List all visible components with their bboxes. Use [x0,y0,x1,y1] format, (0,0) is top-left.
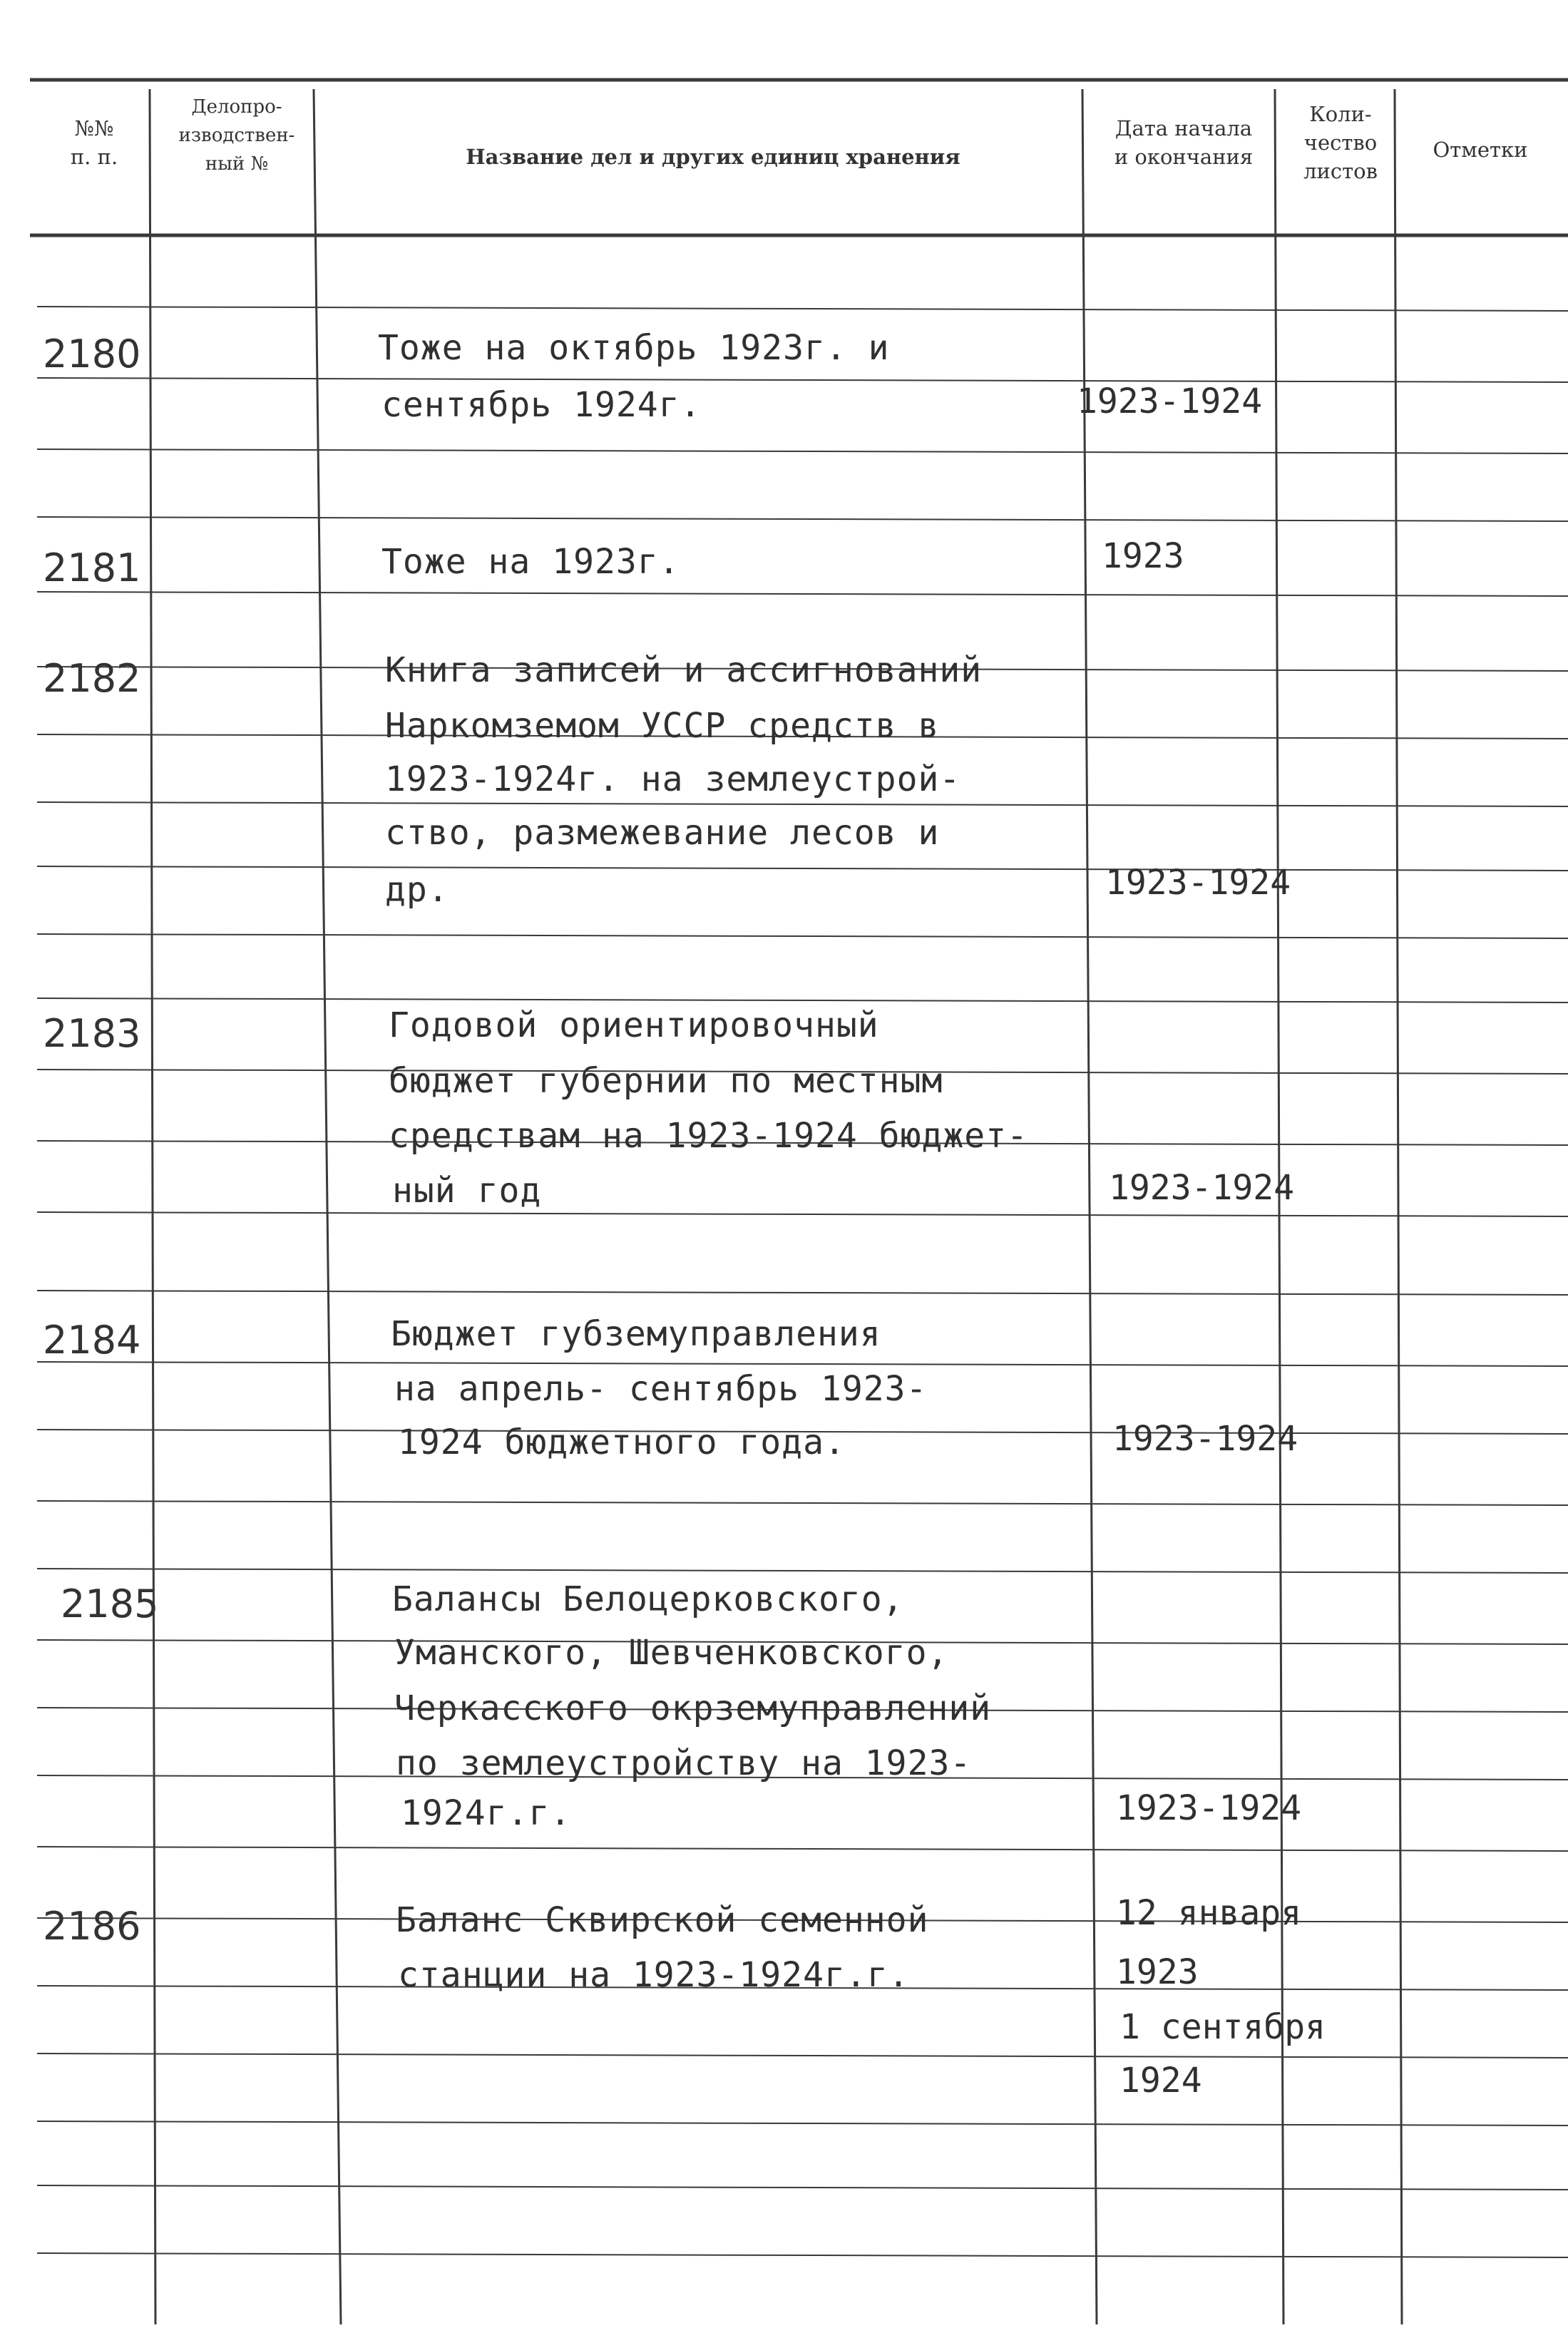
header-col-no: №№ п. п. [70,116,118,169]
record-title-line: Уманского, Шевченковского, [394,1633,949,1673]
record-title-line: 1923-1924г. на землеустрой- [385,759,961,799]
record-number: 2184 [43,1318,141,1363]
header-col-title: Название дел и других единиц хранения [466,145,960,169]
row-rule-line [37,378,1568,382]
header-col-sheets: Коли- чество листов [1303,102,1378,183]
row-rule-line [37,1501,1568,1505]
record-number: 2186 [43,1904,141,1949]
row-rule-line [37,1212,1568,1216]
record-date-line: 1923 [1102,536,1184,576]
row-rule-line [37,1569,1568,1573]
record-title-line: Балансы Белоцерковского, [392,1579,904,1619]
record-title-line: Черкасского окрземуправлений [394,1688,992,1728]
row-rule-line [37,1291,1568,1295]
record-number: 2181 [43,545,141,590]
record-title-line: Тоже на октябрь 1923г. и [378,328,890,368]
record-number: 2182 [43,656,141,701]
record-title-line: средствам на 1923-1924 бюджет- [389,1116,1028,1156]
record-date-line: 1923-1924 [1112,1419,1298,1459]
record-title-line: станции на 1923-1924г.г. [398,1955,910,1995]
row-rule-line [37,592,1568,596]
record-date-line: 1 сентября [1119,2007,1326,2047]
record-date-line: 1924 [1119,2061,1202,2101]
record-title-line: Тоже на 1923г. [381,542,680,582]
record-title-line: сентябрь 1924г. [381,385,702,425]
record-title-line: др. [385,870,449,910]
row-rule-line [37,934,1568,938]
row-rule-line [37,517,1568,521]
record-title-line: ство, размежевание лесов и [385,813,940,853]
record-title-line: бюджет губернии по местным [389,1061,943,1101]
record-title-line: Годовой ориентировочный [389,1005,879,1045]
row-rule-line [37,449,1568,453]
record-date-line: 1923-1924 [1109,1168,1295,1208]
row-rule-line [37,2253,1568,2257]
col-divider-1 [150,89,155,2324]
col-divider-2 [314,89,341,2324]
record-title-line: Книга записей и ассигнований [385,650,983,690]
record-title-line: 1924г.г. [401,1793,572,1833]
record-title-line: 1924 бюджетного года. [398,1422,846,1462]
row-rule-line [37,1847,1568,1851]
record-title-line: по землеустройству на 1923- [396,1743,972,1783]
row-rule-line [37,802,1568,806]
record-date-line: 1923 [1116,1952,1199,1992]
record-title-line: Бюджет губземуправления [391,1314,881,1354]
record-title-line: Баланс Сквирской семенной [396,1900,929,1940]
row-rule-line [37,998,1568,1003]
record-date-line: 1923-1924 [1077,381,1263,421]
row-rule-line [37,307,1568,311]
header-col-office-number: Делопро- изводствен- ный № [178,96,295,175]
header-col-dates: Дата начала и окончания [1114,116,1254,169]
record-date-line: 1923-1924 [1105,863,1291,903]
record-number: 2185 [61,1581,159,1626]
record-date-line: 1923-1924 [1116,1788,1302,1828]
record-number: 2183 [43,1011,141,1056]
record-title-line: на апрель- сентябрь 1923- [394,1369,928,1409]
row-rule-line [37,2185,1568,2190]
row-rule-line [37,2053,1568,2058]
row-rule-line [37,1362,1568,1366]
row-rule-line [37,2121,1568,2126]
record-date-line: 12 января [1116,1893,1302,1933]
record-number: 2180 [43,332,141,376]
header-col-notes: Отметки [1433,138,1528,162]
record-title-line: ный год [392,1171,542,1211]
record-title-line: Наркомземом УССР средств в [385,706,940,746]
row-rule-line [37,866,1568,871]
